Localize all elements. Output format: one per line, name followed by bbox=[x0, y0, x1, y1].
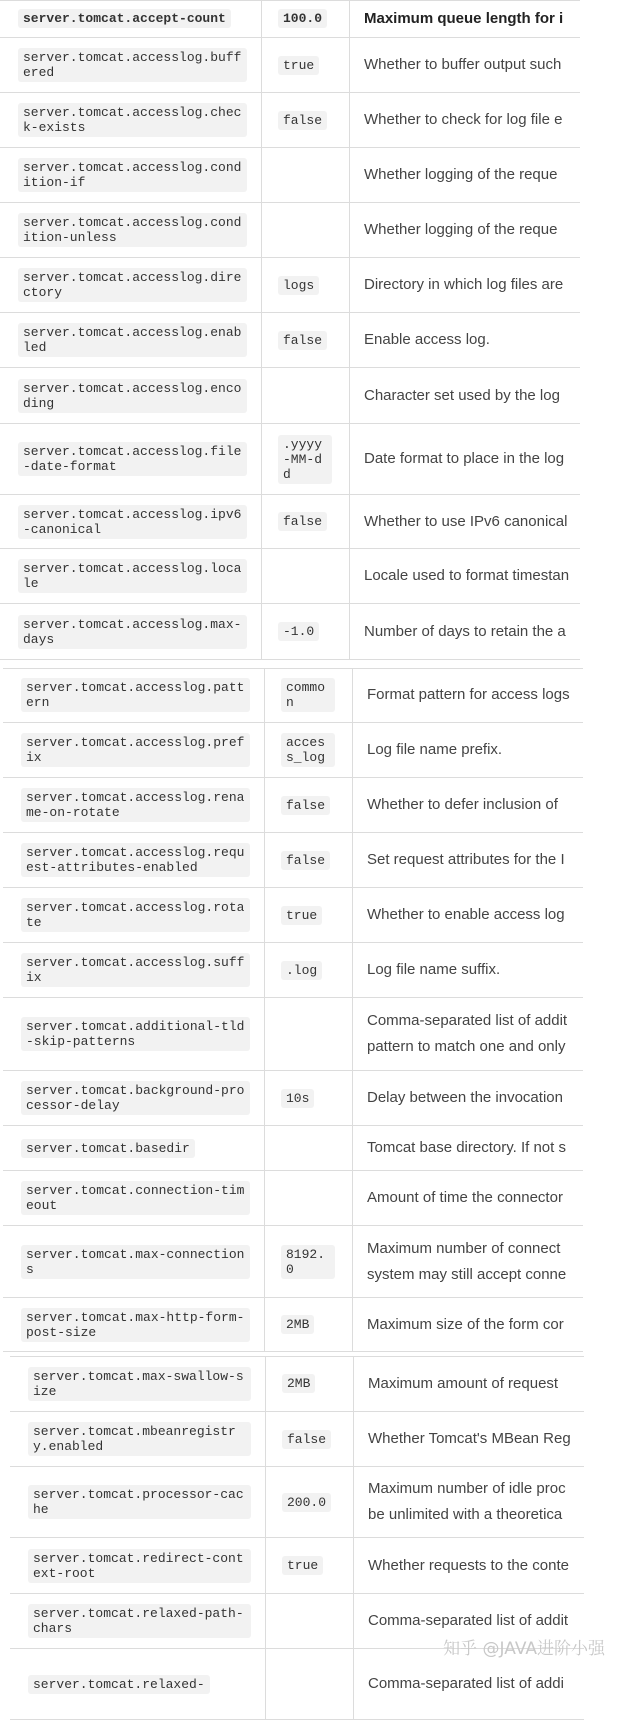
table-row bbox=[3, 778, 583, 833]
table-row bbox=[10, 1649, 584, 1720]
description-text: Whether to buffer output such bbox=[364, 56, 562, 73]
property-name-cell bbox=[0, 148, 262, 202]
default-value: true bbox=[278, 56, 319, 75]
property-name-cell bbox=[3, 778, 265, 832]
default-value: .log bbox=[281, 961, 322, 980]
property-name: server.tomcat.accesslog.prefix bbox=[21, 733, 250, 767]
property-name: server.tomcat.max-http-form-post-size bbox=[21, 1308, 250, 1342]
table-row bbox=[3, 1226, 583, 1298]
property-name: server.tomcat.additional-tld-skip-patterns bbox=[21, 1017, 250, 1051]
property-name: server.tomcat.accesslog.encoding bbox=[18, 379, 247, 413]
default-value-cell bbox=[265, 833, 353, 887]
default-value-cell bbox=[265, 888, 353, 942]
table-row bbox=[0, 495, 580, 549]
default-value-cell bbox=[262, 93, 350, 147]
description-cell bbox=[354, 1649, 584, 1719]
description-text: Tomcat base directory. If not s bbox=[367, 1139, 566, 1156]
description-text: Date format to place in the log bbox=[364, 450, 565, 467]
description-cell bbox=[350, 313, 580, 367]
table-row bbox=[0, 148, 580, 203]
property-name-cell bbox=[10, 1594, 266, 1648]
description-text: Comma-separated list of addi bbox=[368, 1675, 564, 1692]
description-text: Whether logging of the reque bbox=[364, 166, 558, 183]
property-name-cell bbox=[0, 203, 262, 257]
default-value-cell bbox=[265, 668, 353, 722]
table-row bbox=[0, 258, 580, 313]
description-cell bbox=[353, 1126, 583, 1170]
default-value-cell bbox=[266, 1412, 354, 1466]
table-row bbox=[3, 943, 583, 998]
default-value-cell bbox=[262, 203, 350, 257]
property-name-cell bbox=[3, 998, 265, 1070]
default-value-cell bbox=[265, 778, 353, 832]
property-name: server.tomcat.accesslog.file-date-format bbox=[18, 442, 247, 476]
description-cell bbox=[350, 148, 580, 202]
default-value-cell bbox=[262, 313, 350, 367]
table-row bbox=[0, 0, 580, 38]
description-text: Comma-separated list of addit pattern to match one and only bbox=[367, 1012, 568, 1055]
property-name-cell bbox=[10, 1649, 266, 1719]
property-name: server.tomcat.connection-timeout bbox=[21, 1181, 250, 1215]
default-value: false bbox=[282, 1430, 331, 1449]
segment-top-border bbox=[3, 668, 583, 669]
default-value: .yyyy-MM-dd bbox=[278, 435, 332, 484]
description-cell bbox=[353, 888, 583, 942]
property-name: server.tomcat.accesslog.condition-if bbox=[18, 158, 247, 192]
description-cell bbox=[354, 1356, 584, 1411]
property-name: server.tomcat.relaxed- bbox=[28, 1675, 210, 1694]
property-name: server.tomcat.max-connections bbox=[21, 1245, 250, 1279]
description-cell bbox=[350, 93, 580, 147]
default-value-cell bbox=[262, 368, 350, 423]
description-cell bbox=[350, 258, 580, 312]
property-name: server.tomcat.accesslog.ipv6-canonical bbox=[18, 505, 247, 539]
description-cell bbox=[353, 778, 583, 832]
description-text: Log file name suffix. bbox=[367, 961, 501, 978]
description-cell bbox=[353, 1171, 583, 1225]
default-value: logs bbox=[278, 276, 319, 295]
property-name-cell bbox=[3, 1298, 265, 1351]
property-name-cell bbox=[0, 313, 262, 367]
table-row bbox=[0, 368, 580, 424]
default-value-cell bbox=[265, 1226, 353, 1297]
property-name-cell bbox=[0, 604, 262, 659]
property-name: server.tomcat.accesslog.check-exists bbox=[18, 103, 247, 137]
description-cell bbox=[353, 943, 583, 997]
default-value: -1.0 bbox=[278, 622, 319, 641]
property-name-cell bbox=[0, 258, 262, 312]
description-text: Locale used to format timestan bbox=[364, 567, 570, 584]
default-value-cell bbox=[266, 1594, 354, 1648]
property-name: server.tomcat.accesslog.rename-on-rotate bbox=[21, 788, 250, 822]
property-name-cell bbox=[10, 1467, 266, 1537]
default-value-cell bbox=[266, 1538, 354, 1593]
default-value-cell bbox=[262, 38, 350, 92]
description-cell bbox=[350, 368, 580, 423]
default-value-cell bbox=[262, 424, 350, 494]
default-value: 2MB bbox=[282, 1374, 315, 1393]
table-row bbox=[3, 833, 583, 888]
property-name-cell bbox=[0, 38, 262, 92]
table-row bbox=[3, 888, 583, 943]
description-cell bbox=[350, 495, 580, 548]
property-name: server.tomcat.mbeanregistry.enabled bbox=[28, 1422, 251, 1456]
property-name: server.tomcat.accesslog.suffix bbox=[21, 953, 250, 987]
table-row bbox=[10, 1538, 584, 1594]
default-value: false bbox=[278, 512, 327, 531]
description-text: Comma-separated list of addit bbox=[368, 1612, 569, 1629]
table-row bbox=[3, 723, 583, 778]
property-name-cell bbox=[0, 368, 262, 423]
default-value-cell bbox=[265, 1126, 353, 1170]
description-cell bbox=[353, 1226, 583, 1297]
property-name-cell bbox=[10, 1538, 266, 1593]
property-name-cell bbox=[3, 668, 265, 722]
default-value-cell bbox=[265, 998, 353, 1070]
description-text: Set request attributes for the I bbox=[367, 851, 565, 868]
property-name: server.tomcat.accesslog.directory bbox=[18, 268, 247, 302]
watermark: 知乎 @JAVA进阶小强 bbox=[443, 1639, 605, 1659]
description-cell bbox=[350, 424, 580, 494]
description-text: Maximum number of idle proc be unlimited with a theoretica bbox=[368, 1480, 566, 1523]
default-value: false bbox=[281, 851, 330, 870]
description-text: Log file name prefix. bbox=[367, 741, 503, 758]
default-value: 8192.0 bbox=[281, 1245, 335, 1279]
description-cell bbox=[350, 549, 580, 603]
default-value: true bbox=[281, 906, 322, 925]
property-name-cell bbox=[0, 93, 262, 147]
default-value-cell bbox=[262, 258, 350, 312]
default-value-cell bbox=[266, 1467, 354, 1537]
description-cell bbox=[350, 38, 580, 92]
description-cell bbox=[353, 998, 583, 1070]
property-name-cell bbox=[3, 833, 265, 887]
table-row bbox=[10, 1467, 584, 1538]
table-row bbox=[0, 313, 580, 368]
property-name-cell bbox=[3, 1171, 265, 1225]
description-cell bbox=[353, 1071, 583, 1125]
default-value: false bbox=[278, 111, 327, 130]
property-name: server.tomcat.relaxed-path-chars bbox=[28, 1604, 251, 1638]
description-text: Amount of time the connector bbox=[367, 1189, 563, 1206]
table-row bbox=[3, 998, 583, 1071]
default-value-cell bbox=[265, 1298, 353, 1351]
description-text: Character set used by the log bbox=[364, 386, 560, 404]
default-value-cell bbox=[262, 0, 350, 37]
description-cell bbox=[354, 1412, 584, 1466]
description-text: Maximum size of the form cor bbox=[367, 1315, 564, 1333]
description-text: Whether logging of the reque bbox=[364, 221, 558, 238]
property-name-cell bbox=[0, 495, 262, 548]
property-name: server.tomcat.accesslog.condition-unless bbox=[18, 213, 247, 247]
description-text: Maximum amount of request bbox=[368, 1374, 559, 1392]
table-row bbox=[3, 1171, 583, 1226]
description-cell bbox=[353, 1298, 583, 1351]
property-name: server.tomcat.accept-count bbox=[18, 9, 231, 28]
property-name-cell bbox=[0, 549, 262, 603]
default-value: true bbox=[282, 1556, 323, 1575]
property-name-cell bbox=[0, 424, 262, 494]
property-name: server.tomcat.accesslog.locale bbox=[18, 559, 247, 593]
description-text: Maximum queue length for i bbox=[364, 9, 564, 27]
description-text: Whether to defer inclusion of bbox=[367, 796, 558, 813]
table-row bbox=[0, 203, 580, 258]
default-value: 2MB bbox=[281, 1315, 314, 1334]
property-name: server.tomcat.accesslog.rotate bbox=[21, 898, 250, 932]
default-value-cell bbox=[262, 148, 350, 202]
description-text: Whether to use IPv6 canonical bbox=[364, 512, 568, 530]
default-value: common bbox=[281, 678, 335, 712]
segment-top-border bbox=[10, 1356, 584, 1357]
description-cell bbox=[354, 1467, 584, 1537]
property-name-cell bbox=[10, 1356, 266, 1411]
table-row bbox=[0, 549, 580, 604]
description-text: Format pattern for access logs bbox=[367, 686, 570, 703]
default-value: 100.0 bbox=[278, 9, 327, 28]
default-value-cell bbox=[265, 1071, 353, 1125]
table-row bbox=[3, 1071, 583, 1126]
description-text: Enable access log. bbox=[364, 331, 490, 348]
description-text: Whether to enable access log bbox=[367, 906, 565, 923]
description-text: Delay between the invocation bbox=[367, 1089, 563, 1106]
table-row bbox=[0, 38, 580, 93]
default-value: access_log bbox=[281, 733, 335, 767]
description-text: Directory in which log files are bbox=[364, 276, 564, 293]
default-value-cell bbox=[262, 495, 350, 548]
table-row bbox=[3, 668, 583, 723]
property-name: server.tomcat.accesslog.enabled bbox=[18, 323, 247, 357]
property-name: server.tomcat.background-processor-delay bbox=[21, 1081, 250, 1115]
property-name-cell bbox=[0, 0, 262, 37]
table-row bbox=[10, 1412, 584, 1467]
default-value-cell bbox=[266, 1356, 354, 1411]
description-text: Whether requests to the conte bbox=[368, 1556, 569, 1574]
default-value: 200.0 bbox=[282, 1493, 331, 1512]
property-name: server.tomcat.max-swallow-size bbox=[28, 1367, 251, 1401]
property-name-cell bbox=[10, 1412, 266, 1466]
table-row bbox=[0, 604, 580, 660]
property-name: server.tomcat.accesslog.pattern bbox=[21, 678, 250, 712]
property-name: server.tomcat.accesslog.max-days bbox=[18, 615, 247, 649]
default-value: 10s bbox=[281, 1089, 314, 1108]
property-name: server.tomcat.basedir bbox=[21, 1139, 195, 1158]
description-cell bbox=[353, 833, 583, 887]
description-text: Whether to check for log file e bbox=[364, 111, 563, 128]
segment-top-border bbox=[0, 0, 580, 1]
default-value-cell bbox=[262, 604, 350, 659]
default-value: false bbox=[278, 331, 327, 350]
description-cell bbox=[353, 723, 583, 777]
property-name-cell bbox=[3, 1226, 265, 1297]
description-text: Maximum number of connect system may still accept conne bbox=[367, 1239, 567, 1283]
property-name-cell bbox=[3, 1126, 265, 1170]
default-value-cell bbox=[266, 1649, 354, 1719]
default-value-cell bbox=[265, 723, 353, 777]
description-cell bbox=[353, 668, 583, 722]
property-name: server.tomcat.redirect-context-root bbox=[28, 1549, 251, 1583]
table-row bbox=[3, 1126, 583, 1171]
property-name: server.tomcat.accesslog.request-attributes-enabled bbox=[21, 843, 250, 877]
property-name-cell bbox=[3, 723, 265, 777]
description-cell bbox=[350, 0, 580, 37]
description-text: Number of days to retain the a bbox=[364, 622, 566, 640]
table-row bbox=[0, 93, 580, 148]
table-row bbox=[3, 1298, 583, 1352]
table-row bbox=[10, 1356, 584, 1412]
default-value-cell bbox=[265, 1171, 353, 1225]
property-name: server.tomcat.accesslog.buffered bbox=[18, 48, 247, 82]
description-cell bbox=[350, 203, 580, 257]
property-name-cell bbox=[3, 888, 265, 942]
table-row bbox=[0, 424, 580, 495]
description-cell bbox=[350, 604, 580, 659]
default-value-cell bbox=[265, 943, 353, 997]
property-name: server.tomcat.processor-cache bbox=[28, 1485, 251, 1519]
default-value-cell bbox=[262, 549, 350, 603]
property-name-cell bbox=[3, 943, 265, 997]
description-cell bbox=[354, 1538, 584, 1593]
property-name-cell bbox=[3, 1071, 265, 1125]
default-value: false bbox=[281, 796, 330, 815]
description-text: Whether Tomcat's MBean Reg bbox=[368, 1430, 571, 1447]
